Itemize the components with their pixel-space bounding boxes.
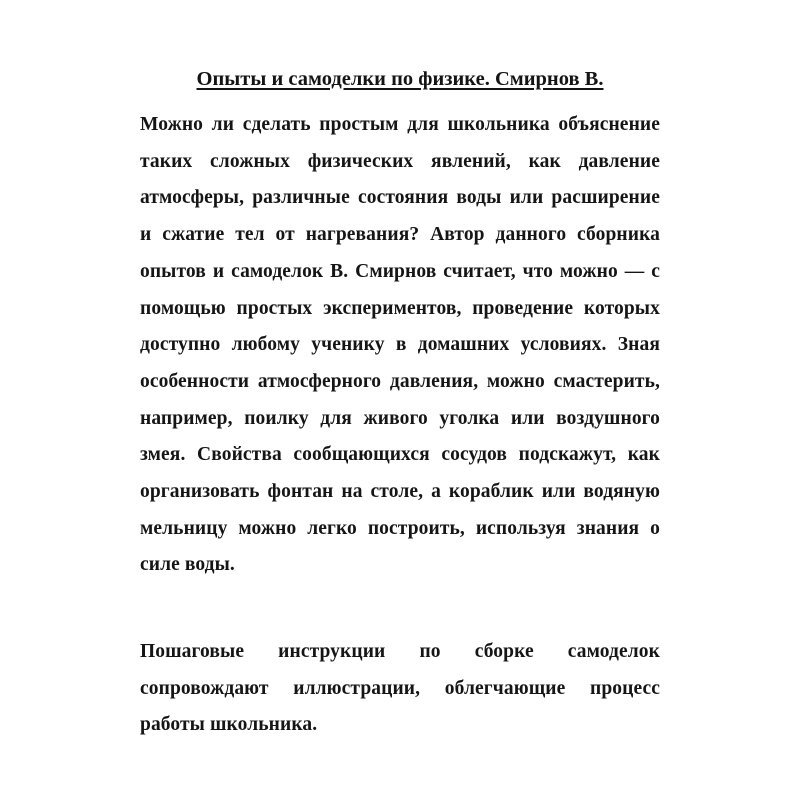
paragraph-description: Можно ли сделать простым для школьника объяснение таких сложных физических явлений, как давление атмосферы, различные состояния воды или расширение и сжатие тел от нагревания? Автор данного сборника опытов и самоделок В. Смирнов считает, что можно — с помощью простых экспериментов, проведение которых доступно любому ученику в домашних условиях. Зная особенности атмосферного давления, можно смастерить, например, поилку для живого уголка или воздушного змея. Свойства сообщающихся сосудов подскажут, как организовать фонтан на столе, а кораблик или водяную мельницу можно легко построить, используя знания о силе воды. xyxy=(140,114,660,576)
document-title-text: Опыты и самоделки по физике. Смирнов В. xyxy=(196,68,604,90)
paragraph-instructions: Пошаговые инструкции по сборке самоделок сопровождают иллюстрации, облегчающие процесс работы школьника. xyxy=(140,641,660,736)
document-title xyxy=(0,66,800,92)
